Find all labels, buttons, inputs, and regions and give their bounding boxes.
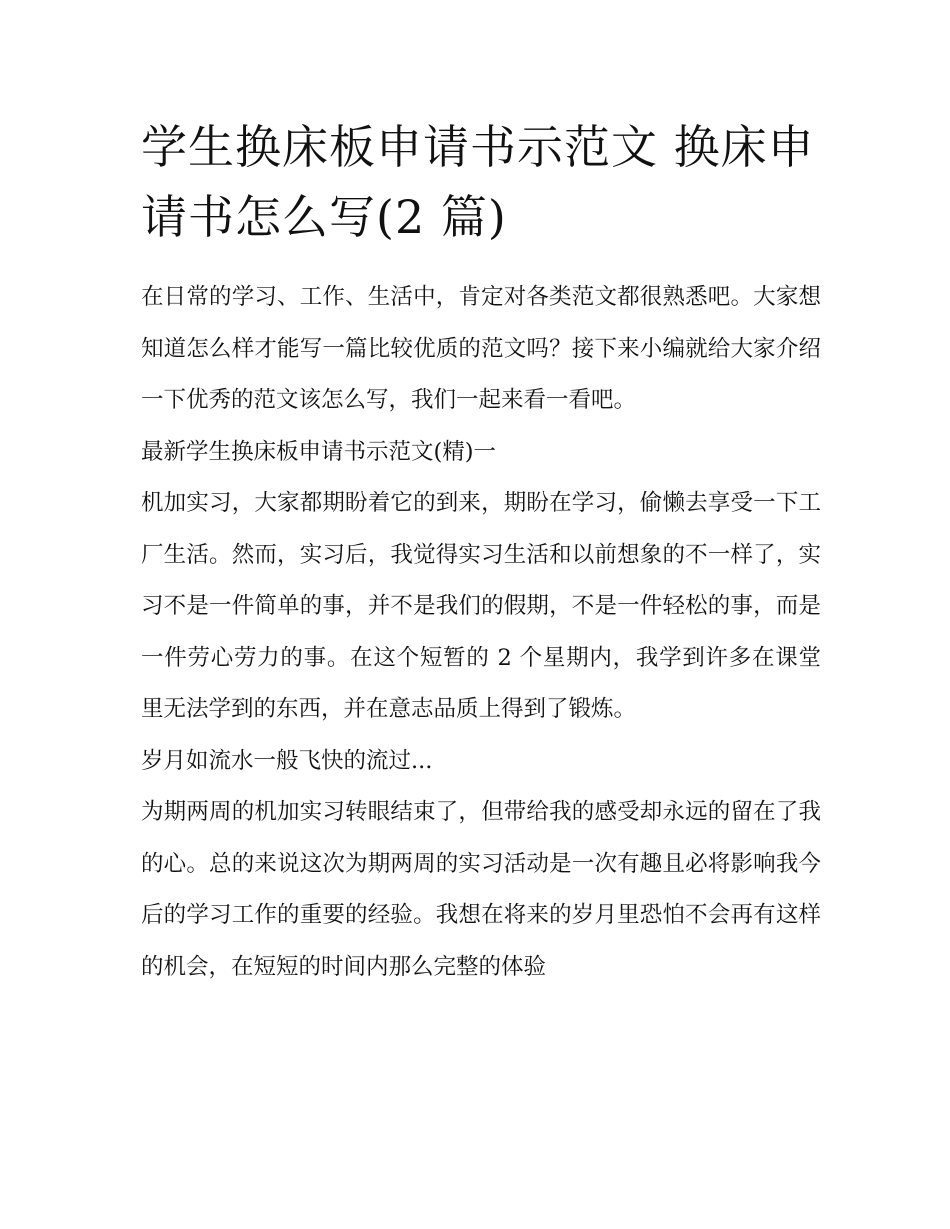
document-title: 学生换床板申请书示范文 换床申请书怎么写(2 篇) bbox=[141, 120, 815, 244]
document-page bbox=[141, 112, 821, 993]
section-heading: 最新学生换床板申请书示范文(精)一 bbox=[141, 438, 497, 465]
document-body bbox=[141, 272, 821, 993]
body-paragraph: 为期两周的机加实习转眼结束了，但带给我的感受却永远的留在了我的心。总的来说这次为期两周的实习活动是一次有趣且必将影响我今后的学习工作的重要的经验。我想在将来的岁月里恐怕不会再有这样的机会，在短短的时间内那么完整的体验 bbox=[141, 799, 821, 980]
body-paragraph: 岁月如流水一般飞快的流过... bbox=[141, 747, 433, 774]
body-paragraph: 机加实习，大家都期盼着它的到来，期盼在学习，偷懒去享受一下工厂生活。然而，实习后，我觉得实习生活和以前想象的不一样了，实习不是一件简单的事，并不是我们的假期，不是一件轻松的事，而是一件劳心劳力的事。在这个短暂的 2 个星期内，我学到许多在课堂里无法学到的东西，并在意志品质上得到了锻炼。 bbox=[141, 490, 821, 722]
intro-paragraph: 在日常的学习、工作、生活中，肯定对各类范文都很熟悉吧。大家想知道怎么样才能写一篇比较优质的范文吗？接下来小编就给大家介绍一下优秀的范文该怎么写，我们一起来看一看吧。 bbox=[141, 284, 821, 413]
